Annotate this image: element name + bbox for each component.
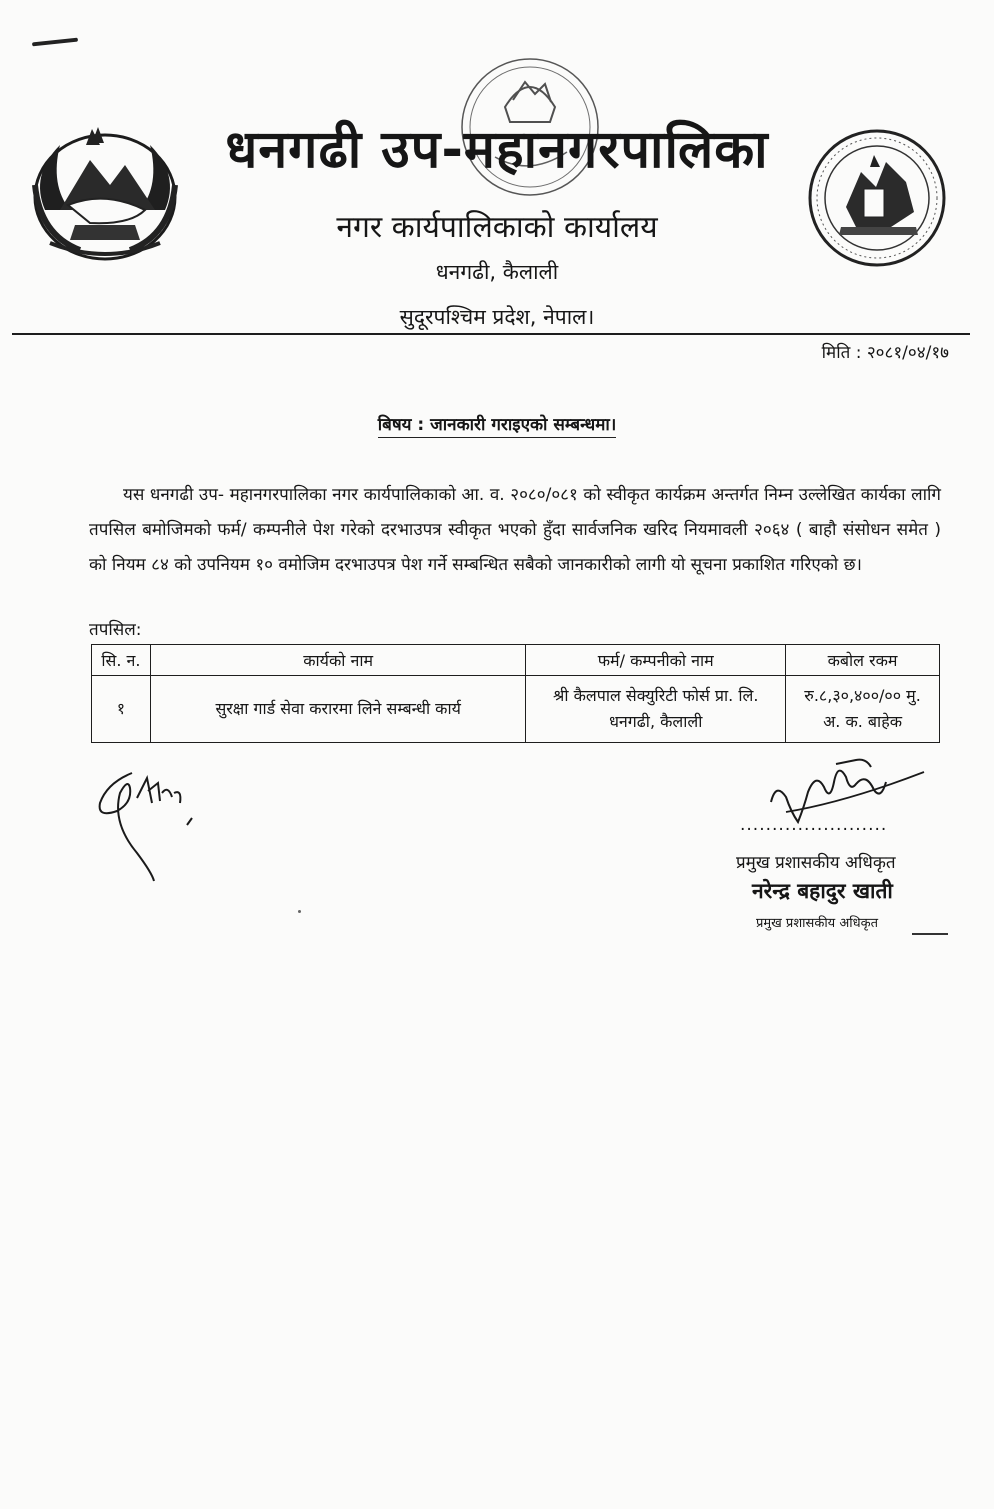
handwritten-initial-signature xyxy=(92,763,207,883)
signatory-name: नरेन्द्र बहादुर खाती xyxy=(752,879,893,903)
tapasil-label: तपसिल: xyxy=(89,620,142,640)
letterhead-divider xyxy=(12,333,970,335)
signature-line: ....................... xyxy=(740,815,888,835)
work-name-cell: सुरक्षा गार्ड सेवा करारमा लिने सम्बन्धी कार्य xyxy=(150,676,525,743)
letter-body: यस धनगढी उप- महानगरपालिका नगर कार्यपालिकाको आ. व. २०८०/०८१ को स्वीकृत कार्यक्रम अन्तर्गत निम्न उल्लेखित कार्यका लागि तपसिल बमोजिमको फर्म/ कम्पनीले पेश गरेको दरभाउपत्र स्वीकृत भएको हुँदा सार्वजनिक खरिद नियमावली २०६४ ( बाहौ संसोधन समेत ) को नियम ८४ को उपनियम १० वमोजिम दरभाउपत्र पेश गर्ने सम्बन्धित सबैको जानकारीको लागी यो सूचना प्रकाशित गरिएको छ। xyxy=(89,485,941,575)
office-subtitle: नगर कार्यपालिकाको कार्यालय xyxy=(336,210,658,245)
signatory-role: प्रमुख प्रशासकीय अधिकृत xyxy=(736,853,896,873)
office-province: सुदूरपश्चिम प्रदेश, नेपाल। xyxy=(399,305,595,329)
amount-line: रु.८,३०,४००/०० मु. xyxy=(804,686,921,705)
scan-edge-mark xyxy=(32,38,78,47)
table-row xyxy=(92,676,940,743)
scan-speck xyxy=(298,910,301,913)
column-header: फर्म/ कम्पनीको नाम xyxy=(526,645,786,676)
letter-date: मिति : २०८१/०४/१७ xyxy=(821,343,949,363)
column-header: कार्यको नाम xyxy=(150,645,525,676)
table-header-row xyxy=(92,645,940,676)
firm-name-cell xyxy=(526,676,786,743)
letter-subject xyxy=(0,412,994,435)
amount-cell xyxy=(786,676,940,743)
letter-subject-text: बिषय : जानकारी गराइएको सम्बन्धमा। xyxy=(378,415,617,438)
column-header: कबोल रकम xyxy=(786,645,940,676)
office-title: धनगढी उप-महानगरपालिका xyxy=(225,120,769,180)
column-header: सि. न. xyxy=(92,645,151,676)
firm-name-line: श्री कैलपाल सेक्युरिटी फोर्स प्रा. लि. xyxy=(553,686,759,705)
amount-note-line: अ. क. बाहेक xyxy=(823,712,902,731)
serial-number-cell: १ xyxy=(92,676,151,743)
contract-table xyxy=(91,644,940,743)
firm-address-line: धनगढी, कैलाली xyxy=(609,712,703,731)
signatory-role-stamp: प्रमुख प्रशासकीय अधिकृत xyxy=(756,916,879,931)
stamp-underline xyxy=(912,933,948,935)
office-location: धनगढी, कैलाली xyxy=(435,260,559,284)
